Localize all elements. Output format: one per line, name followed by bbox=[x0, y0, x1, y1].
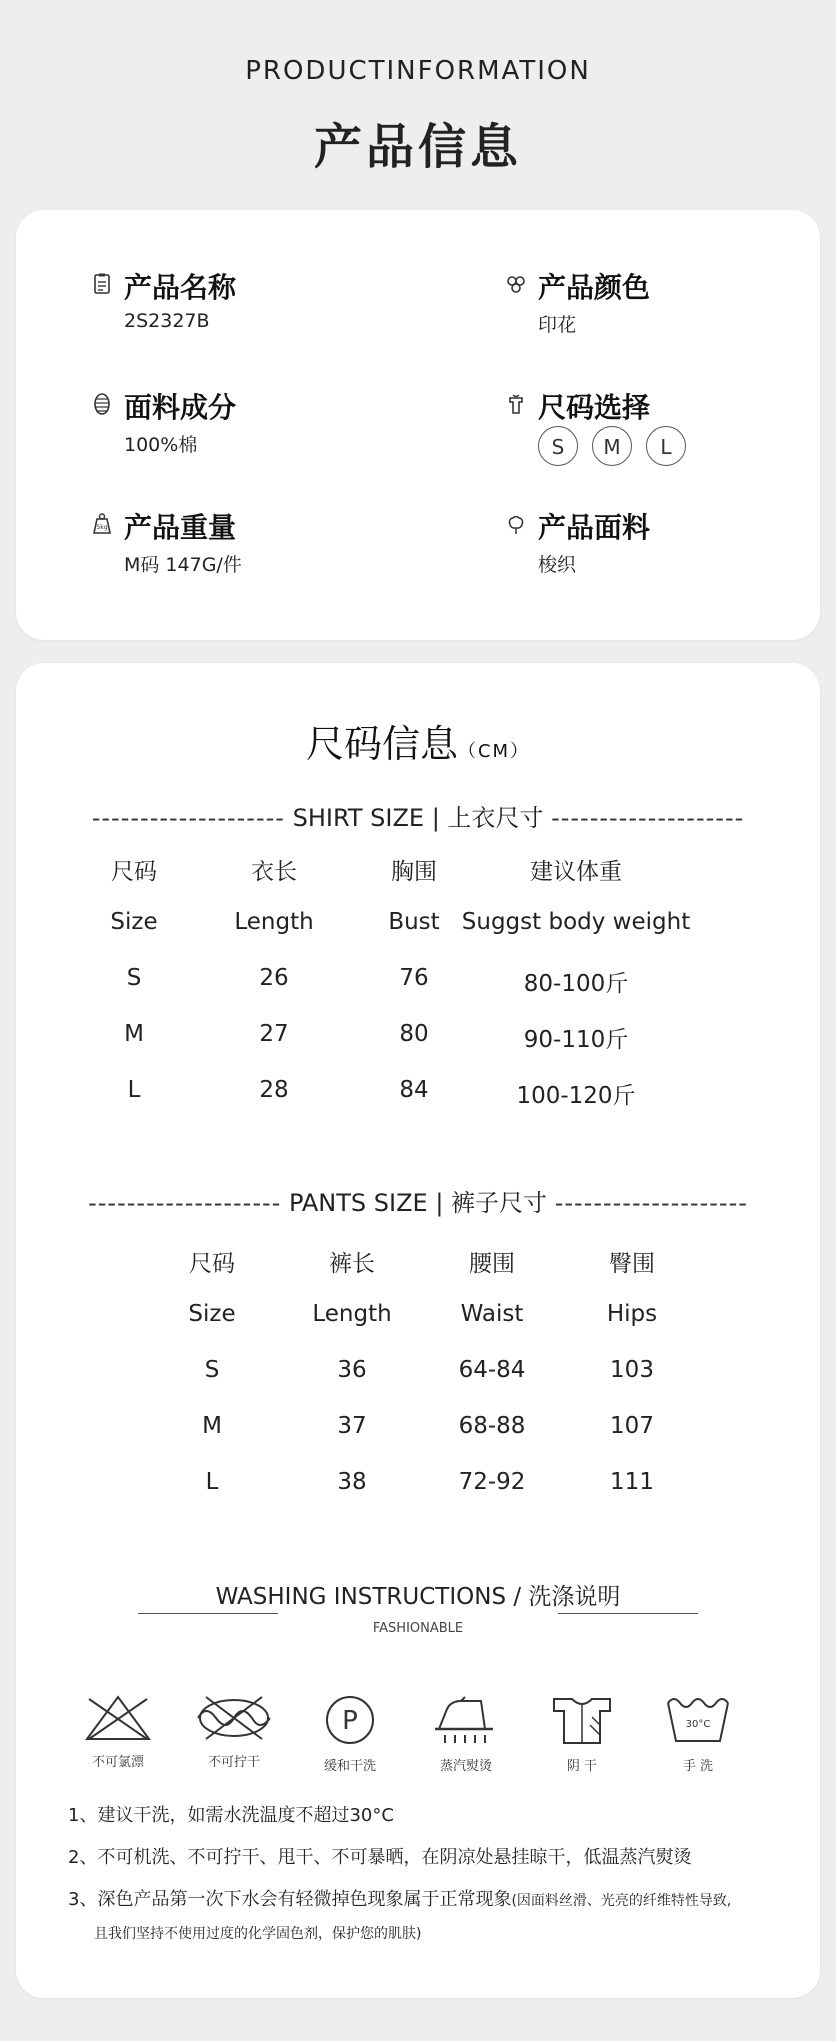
table-cell: 80-100斤 bbox=[523, 971, 629, 997]
table-cell: 37 bbox=[337, 1413, 367, 1439]
size-info-title bbox=[16, 713, 820, 768]
washing-subtitle: FASHIONABLE bbox=[372, 1621, 464, 1636]
dashed-divider: -------------------- bbox=[551, 804, 745, 832]
info-value: 印花 bbox=[538, 314, 577, 336]
wash-symbol-shade-dry bbox=[532, 1693, 632, 1774]
steam-iron-icon bbox=[431, 1693, 501, 1747]
palette-icon bbox=[504, 272, 528, 296]
washing-title-underline-left bbox=[138, 1613, 278, 1614]
weight-icon bbox=[90, 512, 114, 536]
table-header-cell: 胸围 bbox=[391, 859, 437, 885]
table-header-cell: Bust bbox=[388, 909, 440, 935]
wash-symbol-dry-clean bbox=[300, 1693, 400, 1774]
info-value: 梭织 bbox=[538, 554, 577, 576]
wash-label: 不可拧干 bbox=[207, 1755, 260, 1770]
wash-note-3 bbox=[68, 1885, 731, 1911]
size-info-card bbox=[16, 663, 820, 1998]
table-cell: L bbox=[205, 1469, 219, 1495]
shirt-size-heading bbox=[66, 798, 770, 833]
info-title: 尺码选择 bbox=[538, 391, 651, 424]
wash-note-2: 2、不可机洗、不可拧干、甩干、不可暴晒，在阴凉处悬挂晾干，低温蒸汽熨烫 bbox=[68, 1847, 692, 1868]
product-info-card bbox=[16, 210, 820, 640]
table-cell: 80 bbox=[399, 1021, 429, 1047]
dashed-divider: -------------------- bbox=[88, 1189, 282, 1217]
table-header-cell: 腰围 bbox=[469, 1251, 515, 1277]
info-title: 产品面料 bbox=[538, 511, 651, 544]
shirt-size-heading-text: SHIRT SIZE | 上衣尺寸 bbox=[292, 804, 544, 832]
table-cell: 107 bbox=[610, 1413, 654, 1439]
table-cell: 76 bbox=[399, 965, 429, 991]
hand-wash-icon bbox=[664, 1693, 732, 1747]
no-bleach-icon bbox=[83, 1693, 153, 1743]
clipboard-icon bbox=[90, 272, 114, 296]
size-info-title-text: 尺码信息 bbox=[305, 722, 458, 766]
table-header-cell: 臀围 bbox=[609, 1251, 655, 1277]
wash-label: 不可氯漂 bbox=[91, 1755, 144, 1770]
info-title: 产品重量 bbox=[124, 511, 237, 544]
info-value: 2S2327B bbox=[124, 310, 210, 332]
table-header-cell: 尺码 bbox=[111, 859, 157, 885]
table-cell: 26 bbox=[259, 965, 289, 991]
wash-note-3-text: 3、深色产品第一次下水会有轻微掉色现象属于正常现象 bbox=[68, 1889, 512, 1910]
table-cell: S bbox=[204, 1357, 220, 1383]
table-cell: 27 bbox=[259, 1021, 289, 1047]
table-header-cell: Suggst body weight bbox=[461, 909, 691, 935]
table-cell: M bbox=[124, 1021, 144, 1047]
yarn-icon bbox=[90, 392, 114, 416]
dry-clean-glyph: P bbox=[342, 1706, 358, 1736]
dry-clean-icon bbox=[323, 1693, 377, 1747]
cotton-icon bbox=[504, 512, 528, 536]
svg-text:5kg: 5kg bbox=[96, 524, 108, 531]
no-wring-icon bbox=[192, 1693, 276, 1743]
info-value: 100%棉 bbox=[124, 434, 198, 456]
wash-label: 蒸汽熨烫 bbox=[439, 1759, 492, 1774]
dashed-divider: -------------------- bbox=[91, 804, 285, 832]
wash-symbol-steam-iron bbox=[416, 1693, 516, 1774]
info-title: 产品颜色 bbox=[538, 271, 651, 304]
wash-label: 缓和干洗 bbox=[323, 1759, 376, 1774]
table-cell: M bbox=[202, 1413, 222, 1439]
table-cell: 64-84 bbox=[458, 1357, 526, 1383]
wash-symbol-hand-wash bbox=[648, 1693, 748, 1774]
table-header-cell: Hips bbox=[606, 1301, 658, 1327]
table-header-cell: Length bbox=[234, 909, 314, 935]
size-option-m[interactable]: M bbox=[592, 426, 632, 466]
table-cell: 38 bbox=[337, 1469, 367, 1495]
table-cell: L bbox=[127, 1077, 141, 1103]
table-header-cell: 建议体重 bbox=[530, 859, 622, 885]
table-cell: 36 bbox=[337, 1357, 367, 1383]
size-info-unit: （CM） bbox=[457, 741, 531, 762]
washing-title: WASHING INSTRUCTIONS / 洗涤说明 bbox=[215, 1584, 621, 1610]
pants-size-heading bbox=[66, 1183, 770, 1218]
pants-size-heading-text: PANTS SIZE | 裤子尺寸 bbox=[288, 1189, 548, 1217]
table-header-cell: 裤长 bbox=[329, 1251, 375, 1277]
size-option-s[interactable]: S bbox=[538, 426, 578, 466]
table-header-cell: 尺码 bbox=[189, 1251, 235, 1277]
wash-note-1: 1、建议干洗，如需水洗温度不超过30°C bbox=[68, 1805, 394, 1826]
wash-note-3-continued: 且我们坚持不使用过度的化学固色剂，保护您的肌肤) bbox=[94, 1926, 422, 1942]
wash-label: 手 洗 bbox=[682, 1759, 714, 1774]
hanger-icon bbox=[504, 392, 528, 416]
info-title: 产品名称 bbox=[124, 271, 237, 304]
dashed-divider: -------------------- bbox=[554, 1189, 748, 1217]
table-cell: 103 bbox=[610, 1357, 654, 1383]
size-option-l[interactable]: L bbox=[646, 426, 686, 466]
washing-title-underline-right bbox=[558, 1613, 698, 1614]
table-cell: 100-120斤 bbox=[516, 1083, 636, 1109]
table-cell: 90-110斤 bbox=[523, 1027, 629, 1053]
table-header-cell: Size bbox=[110, 909, 158, 935]
table-cell: 72-92 bbox=[458, 1469, 526, 1495]
header-title-zh: 产品信息 bbox=[313, 119, 522, 175]
table-cell: 111 bbox=[610, 1469, 654, 1495]
table-cell: S bbox=[126, 965, 142, 991]
shade-dry-icon bbox=[550, 1693, 614, 1747]
size-options bbox=[538, 426, 700, 466]
wash-symbol-no-bleach bbox=[68, 1693, 168, 1770]
hand-wash-temp: 30°C bbox=[685, 1719, 711, 1730]
table-cell: 68-88 bbox=[458, 1413, 526, 1439]
table-header-cell: Length bbox=[312, 1301, 392, 1327]
wash-symbol-no-wring bbox=[184, 1693, 284, 1770]
wash-label: 阴 干 bbox=[566, 1759, 598, 1774]
wash-note-3-detail: (因面料丝滑、光亮的纤维特性导致, bbox=[511, 1893, 732, 1909]
info-title: 面料成分 bbox=[124, 391, 237, 424]
table-header-cell: Waist bbox=[460, 1301, 524, 1327]
table-cell: 84 bbox=[399, 1077, 429, 1103]
info-value: M码 147G/件 bbox=[124, 554, 242, 576]
header-title-en: PRODUCTINFORMATION bbox=[245, 56, 591, 86]
table-header-cell: 衣长 bbox=[251, 859, 297, 885]
table-header-cell: Size bbox=[188, 1301, 236, 1327]
table-cell: 28 bbox=[259, 1077, 289, 1103]
